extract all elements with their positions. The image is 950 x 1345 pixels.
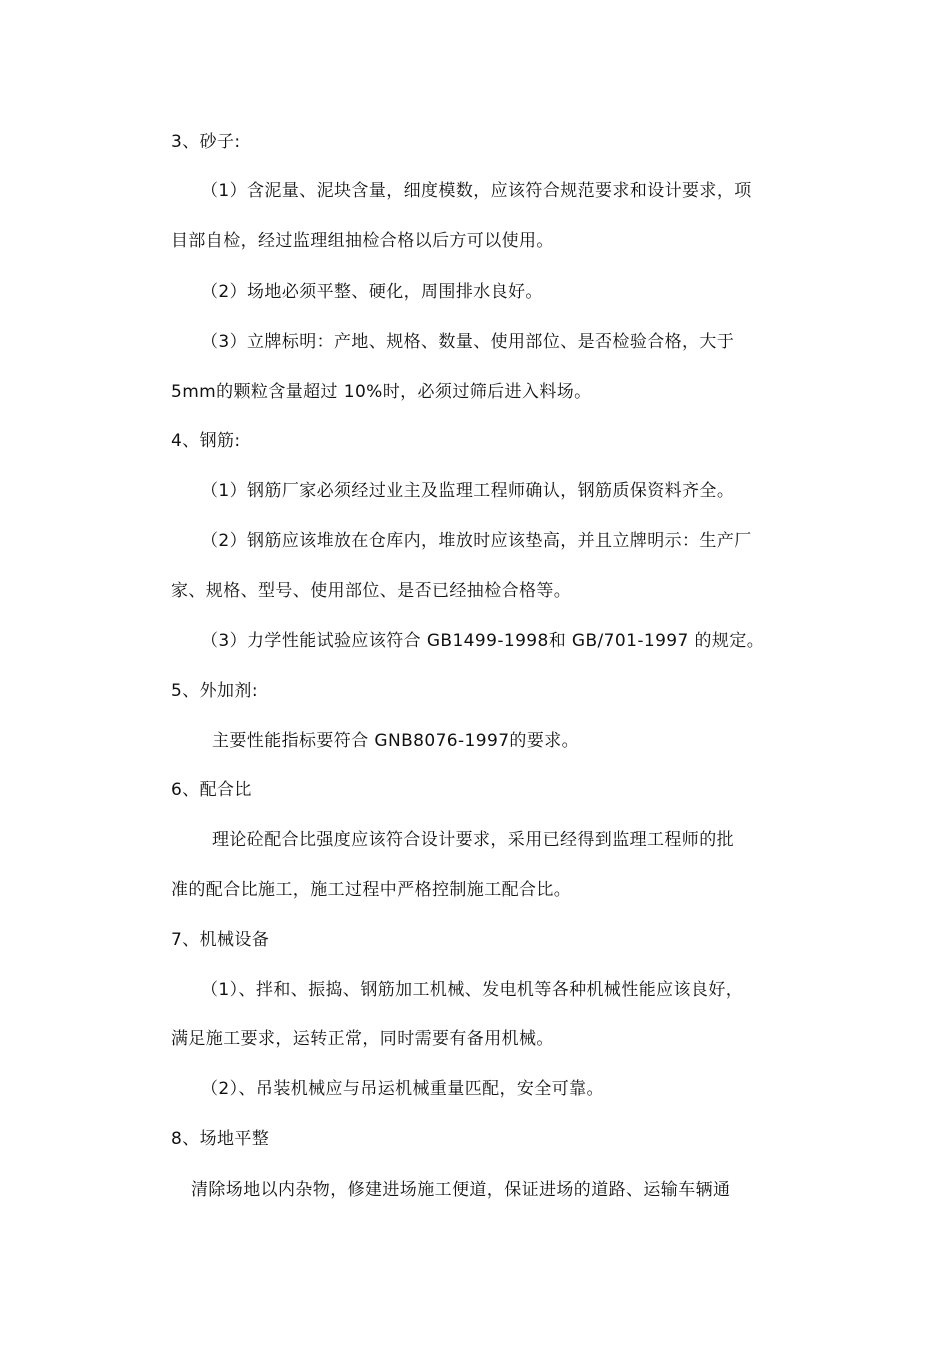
paragraph-line: （1）钢筋厂家必须经过业主及监理工程师确认，钢筋质保资料齐全。 (201, 481, 735, 501)
heading-machinery: 7、机械设备 (171, 930, 270, 950)
paragraph-line: （2）钢筋应该堆放在仓库内，堆放时应该垫高，并且立牌明示：生产厂 (201, 531, 752, 551)
paragraph-line: （1）、拌和、振捣、钢筋加工机械、发电机等各种机械性能应该良好， (201, 980, 744, 1000)
heading-admixture: 5、外加剂: (171, 681, 258, 701)
paragraph-line: 5mm的颗粒含量超过 10%时，必须过筛后进入料场。 (171, 382, 592, 402)
paragraph-line: 目部自检，经过监理组抽检合格以后方可以使用。 (171, 231, 554, 251)
paragraph-line: （2）场地必须平整、硬化，周围排水良好。 (201, 282, 543, 302)
paragraph-line: 满足施工要求，运转正常，同时需要有备用机械。 (171, 1029, 554, 1049)
paragraph-line: （3）立牌标明：产地、规格、数量、使用部位、是否检验合格，大于 (201, 332, 735, 352)
heading-sand: 3、砂子: (171, 132, 241, 152)
paragraph-line: （3）力学性能试验应该符合 GB1499-1998和 GB/701-1997 的规定。 (201, 631, 765, 651)
paragraph-line: （1）含泥量、泥块含量，细度模数，应该符合规范要求和设计要求，项 (201, 181, 752, 201)
paragraph-line: 准的配合比施工，施工过程中严格控制施工配合比。 (171, 880, 572, 900)
heading-site-leveling: 8、场地平整 (171, 1129, 270, 1149)
heading-rebar: 4、钢筋: (171, 431, 241, 451)
paragraph-line: 家、规格、型号、使用部位、是否已经抽检合格等。 (171, 581, 572, 601)
paragraph-line: （2）、吊装机械应与吊运机械重量匹配，安全可靠。 (201, 1079, 604, 1099)
paragraph-line: 主要性能指标要符合 GNB8076-1997的要求。 (212, 731, 580, 751)
heading-mix-ratio: 6、配合比 (171, 780, 252, 800)
paragraph-line: 清除场地以内杂物，修建进场施工便道，保证进场的道路、运输车辆通 (191, 1180, 731, 1200)
paragraph-line: 理论砼配合比强度应该符合设计要求，采用已经得到监理工程师的批 (212, 830, 734, 850)
